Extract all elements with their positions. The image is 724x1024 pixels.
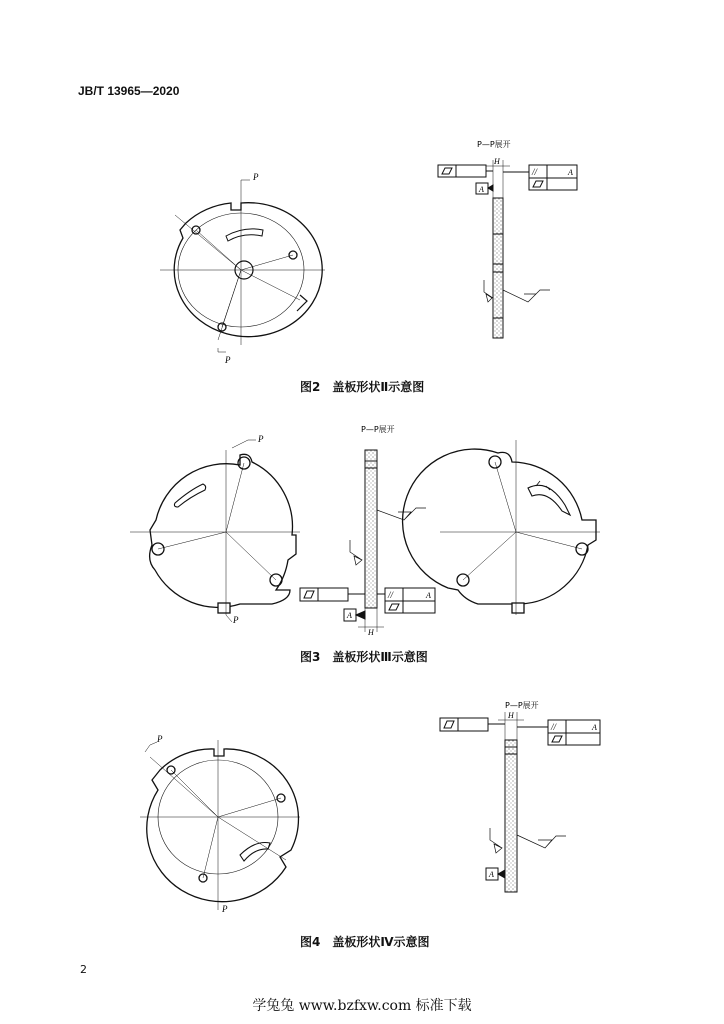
fig3-section-mark-bottom: P — [233, 615, 239, 625]
fig4-plan-view — [140, 740, 300, 910]
fig2-section-view — [438, 140, 577, 338]
svg-text:H: H — [494, 157, 500, 166]
svg-text://: // — [532, 167, 538, 177]
fig4-section-mark-bottom: P — [222, 904, 228, 914]
fig4-section-view — [440, 701, 600, 892]
svg-text:A: A — [489, 870, 494, 879]
svg-text:H: H — [368, 628, 374, 637]
fig3-section-mark-top: P — [258, 434, 264, 444]
svg-text:A: A — [426, 591, 431, 600]
svg-text:P—P展开: P—P展开 — [361, 425, 395, 434]
fig4-section-mark-top: P — [157, 734, 163, 744]
svg-text://: // — [388, 590, 394, 600]
fig2-section-mark-top: P — [253, 172, 259, 182]
svg-text:A: A — [592, 723, 597, 732]
svg-text:H: H — [508, 711, 514, 720]
fig3-plan-left — [130, 440, 300, 622]
fig2-plan-view — [160, 180, 325, 352]
figure-2-caption: 图2 盖板形状Ⅱ示意图 — [300, 380, 425, 394]
page-number: 2 — [80, 963, 87, 976]
standard-number: JB/T 13965—2020 — [78, 84, 180, 98]
svg-text:A: A — [479, 185, 484, 194]
svg-text://: // — [551, 722, 557, 732]
svg-text:A: A — [347, 611, 352, 620]
figure-3-caption: 图3 盖板形状Ⅲ示意图 — [300, 650, 428, 664]
watermark-footer: 学兔兔 www.bzfxw.com 标准下载 — [252, 998, 472, 1014]
fig2-section-mark-bottom: P — [225, 355, 231, 365]
svg-text:P—P展开: P—P展开 — [505, 701, 539, 710]
fig2-section-title: P—P展开 — [477, 140, 511, 149]
svg-text:A: A — [568, 168, 573, 177]
figure-4-caption: 图4 盖板形状Ⅳ示意图 — [300, 935, 430, 949]
